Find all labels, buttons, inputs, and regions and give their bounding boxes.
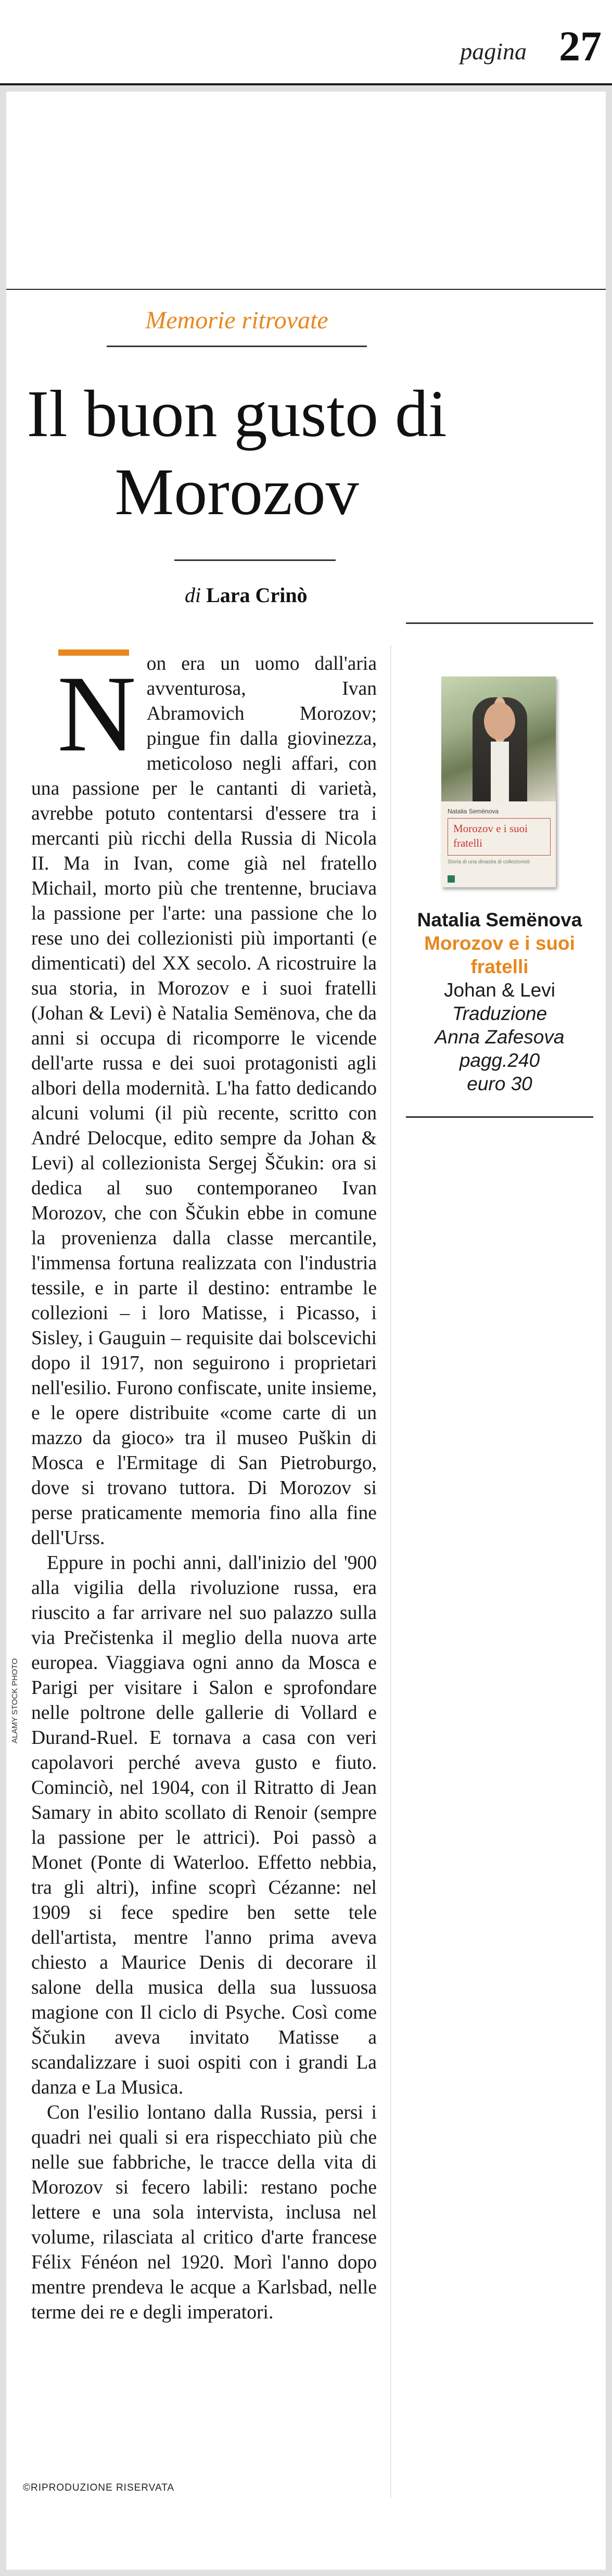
- translation-label: Traduzione: [452, 1003, 547, 1024]
- book-title: Morozov e i suoi fratelli: [424, 933, 575, 977]
- byline-author: Lara Crinò: [206, 583, 308, 607]
- kicker-rule: [107, 346, 367, 347]
- byline-rule: [174, 559, 336, 561]
- frame-bottom: [0, 2570, 612, 2576]
- page-header: [0, 0, 612, 83]
- book-box-bottom-rule: [406, 1116, 593, 1118]
- paragraph-2: Eppure in pochi anni, dall'inizio del '900 alla vigilia della rivoluzione russa, era riuscito a far arrivare nel suo palazzo sulla via Prečistenka il meglio della nuova arte europea. Viaggiava ogni anno da Mosca e Parigi per visitare i Salon e sprofondare nelle poltrone delle gallerie di Vollard e Durand-Ruel. E tornava a casa con veri capolavori perché aveva gusto e fiuto. Cominciò, nel 1904, con il Ritratto di Jean Samary in abito scollato di Renoir (sempre la passione per le attrici). Poi passò a Monet (Ponte di Waterloo. Effetto nebbia, tra gli altri), infine scoprì Cézanne: nel 1909 si fece spedire ben sette tele dell'artista, mentre l'anno prima aveva chiesto a Maurice Denis di decorare il salone della musica della sua lussuosa magione con Il ciclo di Psyche. Così come Ščukin aveva invitato Matisse a scandalizzare i suoi ospiti con i grandi La danza e La Musica.: [31, 1552, 377, 2098]
- book-price: euro 30: [467, 1073, 532, 1094]
- book-translator: Anna Zafesova: [435, 1026, 565, 1048]
- book-publisher: Johan & Levi: [444, 979, 555, 1001]
- page-number: 27: [559, 22, 602, 70]
- copyright-notice: ©RIPRODUZIONE RISERVATA: [23, 2482, 175, 2493]
- frame-right: [606, 85, 612, 2576]
- frame-top: [0, 85, 612, 92]
- book-box-top-rule: [406, 622, 593, 624]
- book-pages: pagg.240: [459, 1050, 540, 1071]
- section-rule: [6, 289, 606, 290]
- paragraph-1-text: on era un uomo dall'aria avventurosa, Ivan Abramovich Morozov; pingue fin dalla giovinezza, meticoloso negli affari, con una passione per le cantanti di varietà, avrebbe potuto contentarsi d'essere tra i mercanti più ricchi della Russia di Nicola II. Ma in Ivan, come già nel fratello Michail, morto più che trentenne, bruciava la passione per l'arte: una passione che lo rese uno dei collezionisti più importanti (e dimenticati) del XX secolo. A ricostruire la sua storia, in Morozov e i suoi fratelli (Johan & Levi) è Natalia Semënova, che da anni si occupa di ricomporre le vicende dell'arte russa e dei suoi protagonisti agli albori della modernità. L'ha fatto dedicando alcuni volumi (il più recente, scritto con André Delocque, edito sempre da Johan & Levi) al collezionista Sergej Ščukin: ora si dedica al suo contemporaneo Ivan Morozov, che con Ščukin ebbe in comune la provenienza dalla classe mercantile, l'immensa fortuna realizzata con l'industria tessile, e in parte il destino: entrambe le collezioni – i loro Matisse, i Picasso, i Sisley, i Gauguin – requisite dai bolscevichi dopo il 1917, non seguirono i proprietari nell'esilio. Furono confiscate, unite insieme, e le opere distribuite «come carte di un mazzo da gioco» tra il museo Puškin di Mosca e l'Ermitage di San Pietroburgo, dove si trovano tuttora. Di Morozov si perse praticamente memoria fino alla fine dell'Urss.: [31, 653, 377, 1549]
- paragraph-1: [31, 652, 377, 1551]
- paragraph-3: Con l'esilio lontano dalla Russia, persi i quadri nei quali si era rispecchiato più che nelle sue fabbriche, le tracce della vita di Morozov si fecero labili: restano poche lettere e una sola intervista, inclusa nel volume, rilasciata al critico d'arte francese Félix Fénéon nel 1920. Morì l'anno dopo mentre prendeva le acque a Karlsbad, nelle terme dei re e degli imperatori.: [31, 2102, 377, 2323]
- article-body: [31, 652, 377, 2325]
- byline-prefix: di: [185, 583, 201, 607]
- photo-credit: ALAMY STOCK PHOTO: [10, 1658, 19, 1743]
- drop-cap: N: [57, 654, 136, 774]
- cover-portrait-shirt: [491, 742, 509, 801]
- headline: Il buon gusto di Morozov: [27, 377, 447, 529]
- publisher-logo-icon: [448, 875, 455, 883]
- book-info: [401, 908, 598, 1095]
- kicker: Memorie ritrovate: [145, 307, 328, 334]
- cover-title: Morozov e i suoi fratelli: [453, 822, 528, 849]
- byline: [185, 583, 393, 607]
- cover-title-box: [448, 818, 551, 856]
- cover-portrait-face: [484, 703, 515, 740]
- book-author: Natalia Semënova: [417, 909, 582, 930]
- frame-left: [0, 85, 6, 2576]
- column-divider: [390, 645, 391, 2498]
- cover-author: Natalia Semënova: [448, 808, 499, 815]
- cover-subtitle: Storia di una dinastia di collezionisti: [448, 859, 530, 865]
- book-cover: [441, 677, 556, 887]
- page-label: pagina: [460, 38, 527, 65]
